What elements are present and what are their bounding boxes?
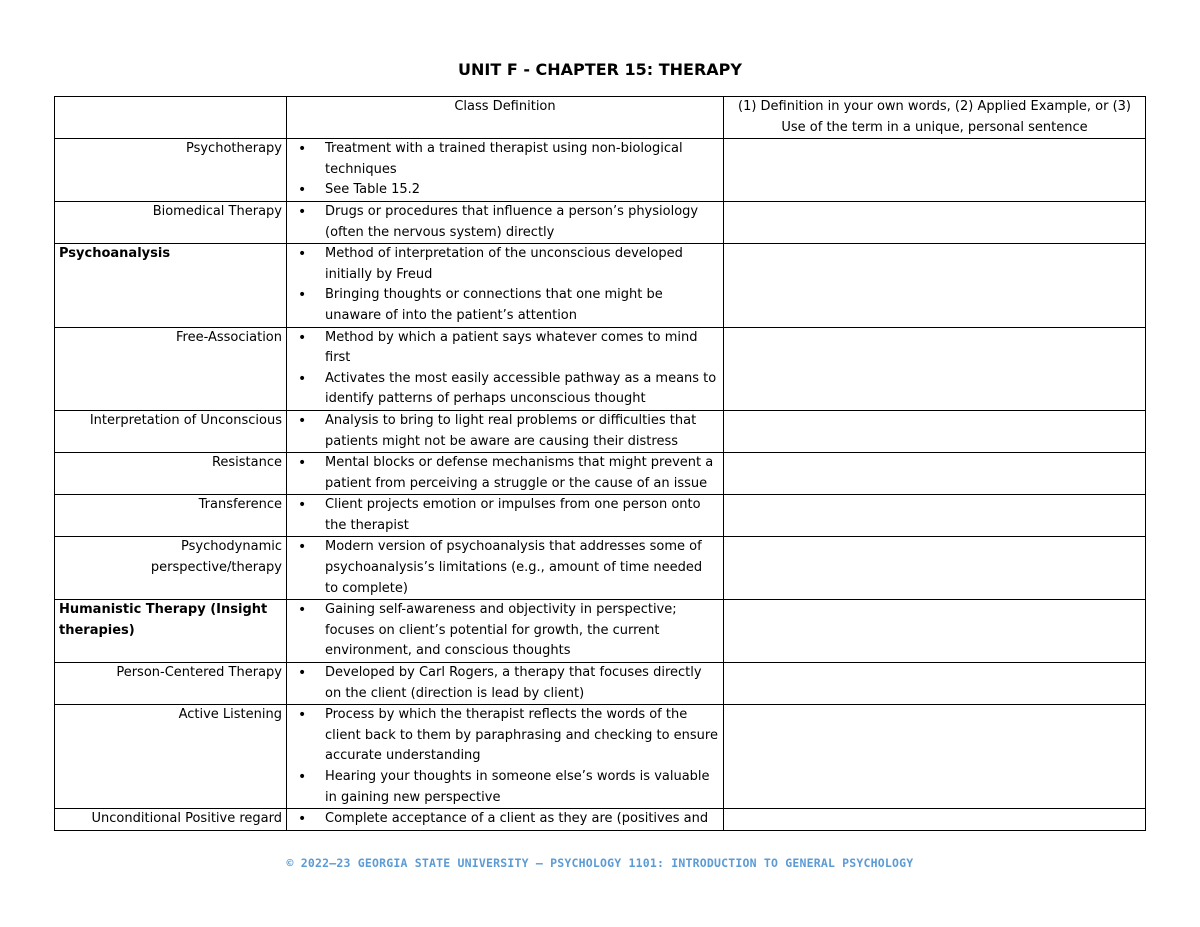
- definition-cell: [287, 495, 724, 537]
- term-cell: Psychoanalysis: [55, 244, 287, 327]
- definition-bullet-list: [291, 411, 719, 452]
- definition-bullet-list: [291, 202, 719, 243]
- table-row: [55, 244, 1146, 327]
- page-title: UNIT F - CHAPTER 15: THERAPY: [458, 60, 742, 79]
- answer-cell[interactable]: [724, 410, 1146, 452]
- term-cell: Unconditional Positive regard: [55, 809, 287, 831]
- definition-bullet-list: [291, 328, 719, 410]
- header-own-words: (1) Definition in your own words, (2) Applied Example, or (3) Use of the term in a unique, personal sentence: [724, 97, 1146, 139]
- table-row: [55, 809, 1146, 831]
- table-row: [55, 453, 1146, 495]
- definition-bullet-list: [291, 537, 719, 599]
- term-cell: Free-Association: [55, 327, 287, 410]
- definition-bullet-list: [291, 139, 719, 201]
- header-class-definition: Class Definition: [287, 97, 724, 139]
- definition-bullet: • Gaining self-awareness and objectivity in perspective; focuses on client’s potential for growth, the current environment, and conscious thoughts: [291, 600, 719, 662]
- term-cell: Interpretation of Unconscious: [55, 410, 287, 452]
- definition-cell: [287, 139, 724, 202]
- term-cell: Transference: [55, 495, 287, 537]
- definition-bullet: • Complete acceptance of a client as they are (positives and: [291, 809, 719, 830]
- table-row: [55, 495, 1146, 537]
- definition-bullet: • Treatment with a trained therapist using non-biological techniques: [291, 139, 719, 180]
- term-cell: Person-Centered Therapy: [55, 663, 287, 705]
- answer-cell[interactable]: [724, 453, 1146, 495]
- table-row: [55, 537, 1146, 600]
- footer-copyright: © 2022–23 GEORGIA STATE UNIVERSITY – PSYCHOLOGY 1101: INTRODUCTION TO GENERAL PSYCHOLOGY: [286, 856, 914, 870]
- table-header-row: [55, 97, 1146, 139]
- definition-bullet: • Modern version of psychoanalysis that addresses some of psychoanalysis’s limitations (e.g., amount of time needed to complete): [291, 537, 719, 599]
- header-term: [55, 97, 287, 139]
- table-row: [55, 600, 1146, 663]
- definition-bullet: • Activates the most easily accessible pathway as a means to identify patterns of perhaps unconscious thought: [291, 369, 719, 410]
- term-cell: Biomedical Therapy: [55, 201, 287, 243]
- definition-bullet-list: [291, 600, 719, 662]
- answer-cell[interactable]: [724, 139, 1146, 202]
- definition-bullet: • Hearing your thoughts in someone else’s words is valuable in gaining new perspective: [291, 767, 719, 808]
- definition-cell: [287, 705, 724, 809]
- definition-bullet-list: [291, 244, 719, 326]
- definition-cell: [287, 453, 724, 495]
- definition-bullet-list: [291, 495, 719, 536]
- term-cell: Humanistic Therapy (Insight therapies): [55, 600, 287, 663]
- table-row: [55, 327, 1146, 410]
- definition-cell: [287, 537, 724, 600]
- term-cell: Psychotherapy: [55, 139, 287, 202]
- table-row: [55, 663, 1146, 705]
- answer-cell[interactable]: [724, 201, 1146, 243]
- answer-cell[interactable]: [724, 705, 1146, 809]
- answer-cell[interactable]: [724, 809, 1146, 831]
- definition-bullet: • Process by which the therapist reflects the words of the client back to them by paraphrasing and checking to ensure accurate understanding: [291, 705, 719, 767]
- definition-bullet-list: [291, 663, 719, 704]
- definition-bullet-list: [291, 453, 719, 494]
- definition-bullet: • Client projects emotion or impulses from one person onto the therapist: [291, 495, 719, 536]
- definition-cell: [287, 201, 724, 243]
- answer-cell[interactable]: [724, 244, 1146, 327]
- definition-bullet: • Mental blocks or defense mechanisms that might prevent a patient from perceiving a struggle or the cause of an issue: [291, 453, 719, 494]
- definition-bullet: • Analysis to bring to light real problems or difficulties that patients might not be aware are causing their distress: [291, 411, 719, 452]
- definition-bullet: • Developed by Carl Rogers, a therapy that focuses directly on the client (direction is lead by client): [291, 663, 719, 704]
- answer-cell[interactable]: [724, 495, 1146, 537]
- definition-bullet-list: [291, 705, 719, 808]
- answer-cell[interactable]: [724, 537, 1146, 600]
- table-row: [55, 139, 1146, 202]
- definition-bullet: • Method by which a patient says whatever comes to mind first: [291, 328, 719, 369]
- term-cell: Active Listening: [55, 705, 287, 809]
- term-cell: Psychodynamic perspective/therapy: [55, 537, 287, 600]
- definition-bullet: • See Table 15.2: [291, 180, 719, 201]
- answer-cell[interactable]: [724, 663, 1146, 705]
- definition-cell: [287, 600, 724, 663]
- definition-bullet: • Method of interpretation of the unconscious developed initially by Freud: [291, 244, 719, 285]
- answer-cell[interactable]: [724, 327, 1146, 410]
- definition-cell: [287, 410, 724, 452]
- term-cell: Resistance: [55, 453, 287, 495]
- definition-cell: [287, 809, 724, 831]
- definition-cell: [287, 663, 724, 705]
- definition-cell: [287, 244, 724, 327]
- answer-cell[interactable]: [724, 600, 1146, 663]
- table-row: [55, 705, 1146, 809]
- terms-table: [54, 96, 1146, 831]
- definition-bullet: • Drugs or procedures that influence a person’s physiology (often the nervous system) directly: [291, 202, 719, 243]
- definition-cell: [287, 327, 724, 410]
- table-row: [55, 201, 1146, 243]
- table-row: [55, 410, 1146, 452]
- definition-bullet-list: [291, 809, 719, 830]
- definition-bullet: • Bringing thoughts or connections that one might be unaware of into the patient’s attention: [291, 285, 719, 326]
